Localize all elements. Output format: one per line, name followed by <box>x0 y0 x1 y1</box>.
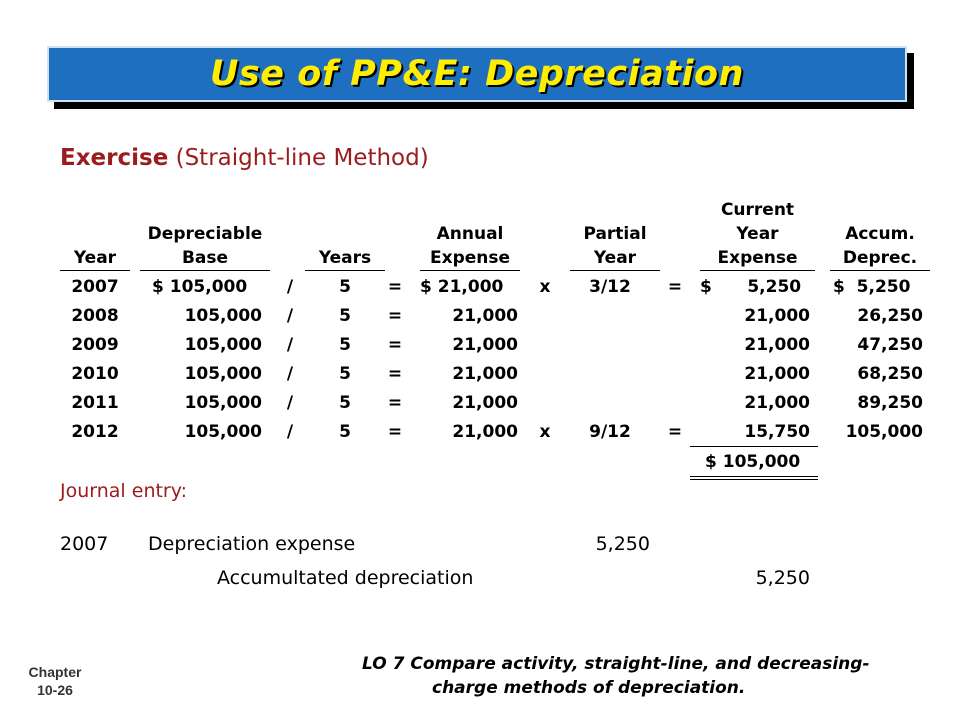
cell-year: 2012 <box>71 422 119 442</box>
cell-accum: 89,250 <box>857 393 923 413</box>
header-base-line2: Depreciable <box>147 224 263 244</box>
cell-annual: 21,000 <box>452 306 518 326</box>
cell-base: 105,000 <box>184 306 262 326</box>
cell-equals: = <box>387 335 403 355</box>
cell-equals: = <box>387 277 403 297</box>
cell-divide: / <box>286 393 294 413</box>
journal-debit-amount: 5,250 <box>595 533 650 555</box>
header-rule-current <box>700 270 815 271</box>
header-partial-line2: Partial <box>583 224 647 244</box>
title-banner <box>47 46 907 102</box>
cell-base: 105,000 <box>184 364 262 384</box>
cell-current: 15,750 <box>744 422 810 442</box>
header-years-line3: Years <box>318 248 372 268</box>
cell-divide: / <box>286 422 294 442</box>
cell-annual: 21,000 <box>452 393 518 413</box>
cell-partial: 3/12 <box>589 277 631 297</box>
cell-equals: = <box>387 306 403 326</box>
cell-divide: / <box>286 364 294 384</box>
header-years-line2 <box>300 222 390 246</box>
header-rule-partial <box>570 270 660 271</box>
header-annual-line3: Expense <box>429 248 511 268</box>
cell-year: 2010 <box>71 364 119 384</box>
journal-entry-label: Journal entry: <box>60 480 188 502</box>
cell-year: 2011 <box>71 393 119 413</box>
cell-year: 2007 <box>71 277 119 297</box>
cell-equals-2: = <box>667 422 683 442</box>
header-annual-line2: Annual <box>436 224 504 244</box>
cell-accum: 26,250 <box>857 306 923 326</box>
header-annual-expense <box>420 222 520 270</box>
cell-annual: 21,000 <box>452 364 518 384</box>
cell-equals: = <box>387 422 403 442</box>
header-current-line1: Current <box>720 200 795 220</box>
journal-credit-account: Accumultated depreciation <box>217 567 474 589</box>
header-base-line3: Base <box>181 248 229 268</box>
header-partial-line3: Year <box>593 248 637 268</box>
cell-current: 21,000 <box>744 393 810 413</box>
cell-years: 5 <box>339 393 351 413</box>
chapter-label <box>20 663 90 699</box>
journal-credit-amount: 5,250 <box>755 567 810 589</box>
header-rule-accum <box>830 270 930 271</box>
header-years <box>300 222 390 270</box>
header-accum-line2: Accum. <box>845 224 915 244</box>
chapter-label-line1: Chapter <box>28 664 82 680</box>
cell-years: 5 <box>339 364 351 384</box>
cell-years: 5 <box>339 422 351 442</box>
cell-accum: 105,000 <box>845 422 923 442</box>
cell-multiply: x <box>539 422 551 442</box>
header-rule-base <box>140 270 270 271</box>
header-year-line2 <box>60 222 130 246</box>
cell-accum: 47,250 <box>857 335 923 355</box>
slide-title: Use of PP&E: Depreciation <box>210 54 744 94</box>
cell-years: 5 <box>339 335 351 355</box>
cell-divide: / <box>286 306 294 326</box>
cell-year: 2008 <box>71 306 119 326</box>
cell-equals: = <box>387 393 403 413</box>
header-year-line3: Year <box>73 248 117 268</box>
cell-base: $ 105,000 <box>152 277 248 297</box>
chapter-label-line2: 10-26 <box>37 682 73 698</box>
header-rule-year <box>60 270 130 271</box>
learning-objective-line2: charge methods of depreciation. <box>432 678 746 698</box>
cell-divide: / <box>286 335 294 355</box>
header-accum-deprec <box>830 222 930 270</box>
exercise-label: Exercise <box>60 145 169 171</box>
cell-current: 21,000 <box>744 306 810 326</box>
cell-accum: $ 5,250 <box>833 277 911 297</box>
cell-year: 2009 <box>71 335 119 355</box>
cell-annual: 21,000 <box>452 422 518 442</box>
header-current-line2: Year <box>736 224 779 244</box>
total-rule-double-1 <box>690 476 818 477</box>
learning-objective <box>362 652 952 700</box>
cell-divide: / <box>286 277 294 297</box>
header-current-year-expense <box>700 198 815 270</box>
cell-partial: 9/12 <box>589 422 631 442</box>
cell-years: 5 <box>339 306 351 326</box>
journal-year: 2007 <box>60 533 109 555</box>
cell-equals: = <box>387 364 403 384</box>
cell-annual: $ 21,000 <box>420 277 504 297</box>
cell-base: 105,000 <box>184 335 262 355</box>
header-accum-line3: Deprec. <box>842 248 918 268</box>
header-current-line3: Expense <box>717 248 798 268</box>
cell-current: 21,000 <box>744 335 810 355</box>
header-rule-years <box>305 270 385 271</box>
cell-base: 105,000 <box>184 393 262 413</box>
cell-current: $ 5,250 <box>700 277 802 297</box>
learning-objective-line1: LO 7 Compare activity, straight-line, and decreasing- <box>362 654 870 674</box>
header-partial-year <box>570 222 660 270</box>
journal-debit-account: Depreciation expense <box>148 533 356 555</box>
cell-annual: 21,000 <box>452 335 518 355</box>
cell-accum: 68,250 <box>857 364 923 384</box>
cell-current: 21,000 <box>744 364 810 384</box>
exercise-method: (Straight-line Method) <box>168 145 429 171</box>
cell-multiply: x <box>539 277 551 297</box>
cell-equals-2: = <box>667 277 683 297</box>
total-current-expense: $ 105,000 <box>705 452 801 472</box>
header-depreciable-base <box>140 222 270 270</box>
header-year <box>60 222 130 270</box>
exercise-heading <box>60 145 429 171</box>
cell-years: 5 <box>339 277 351 297</box>
total-rule-double-2 <box>690 479 818 480</box>
total-rule-top <box>690 446 818 447</box>
cell-base: 105,000 <box>184 422 262 442</box>
header-rule-annual <box>420 270 520 271</box>
